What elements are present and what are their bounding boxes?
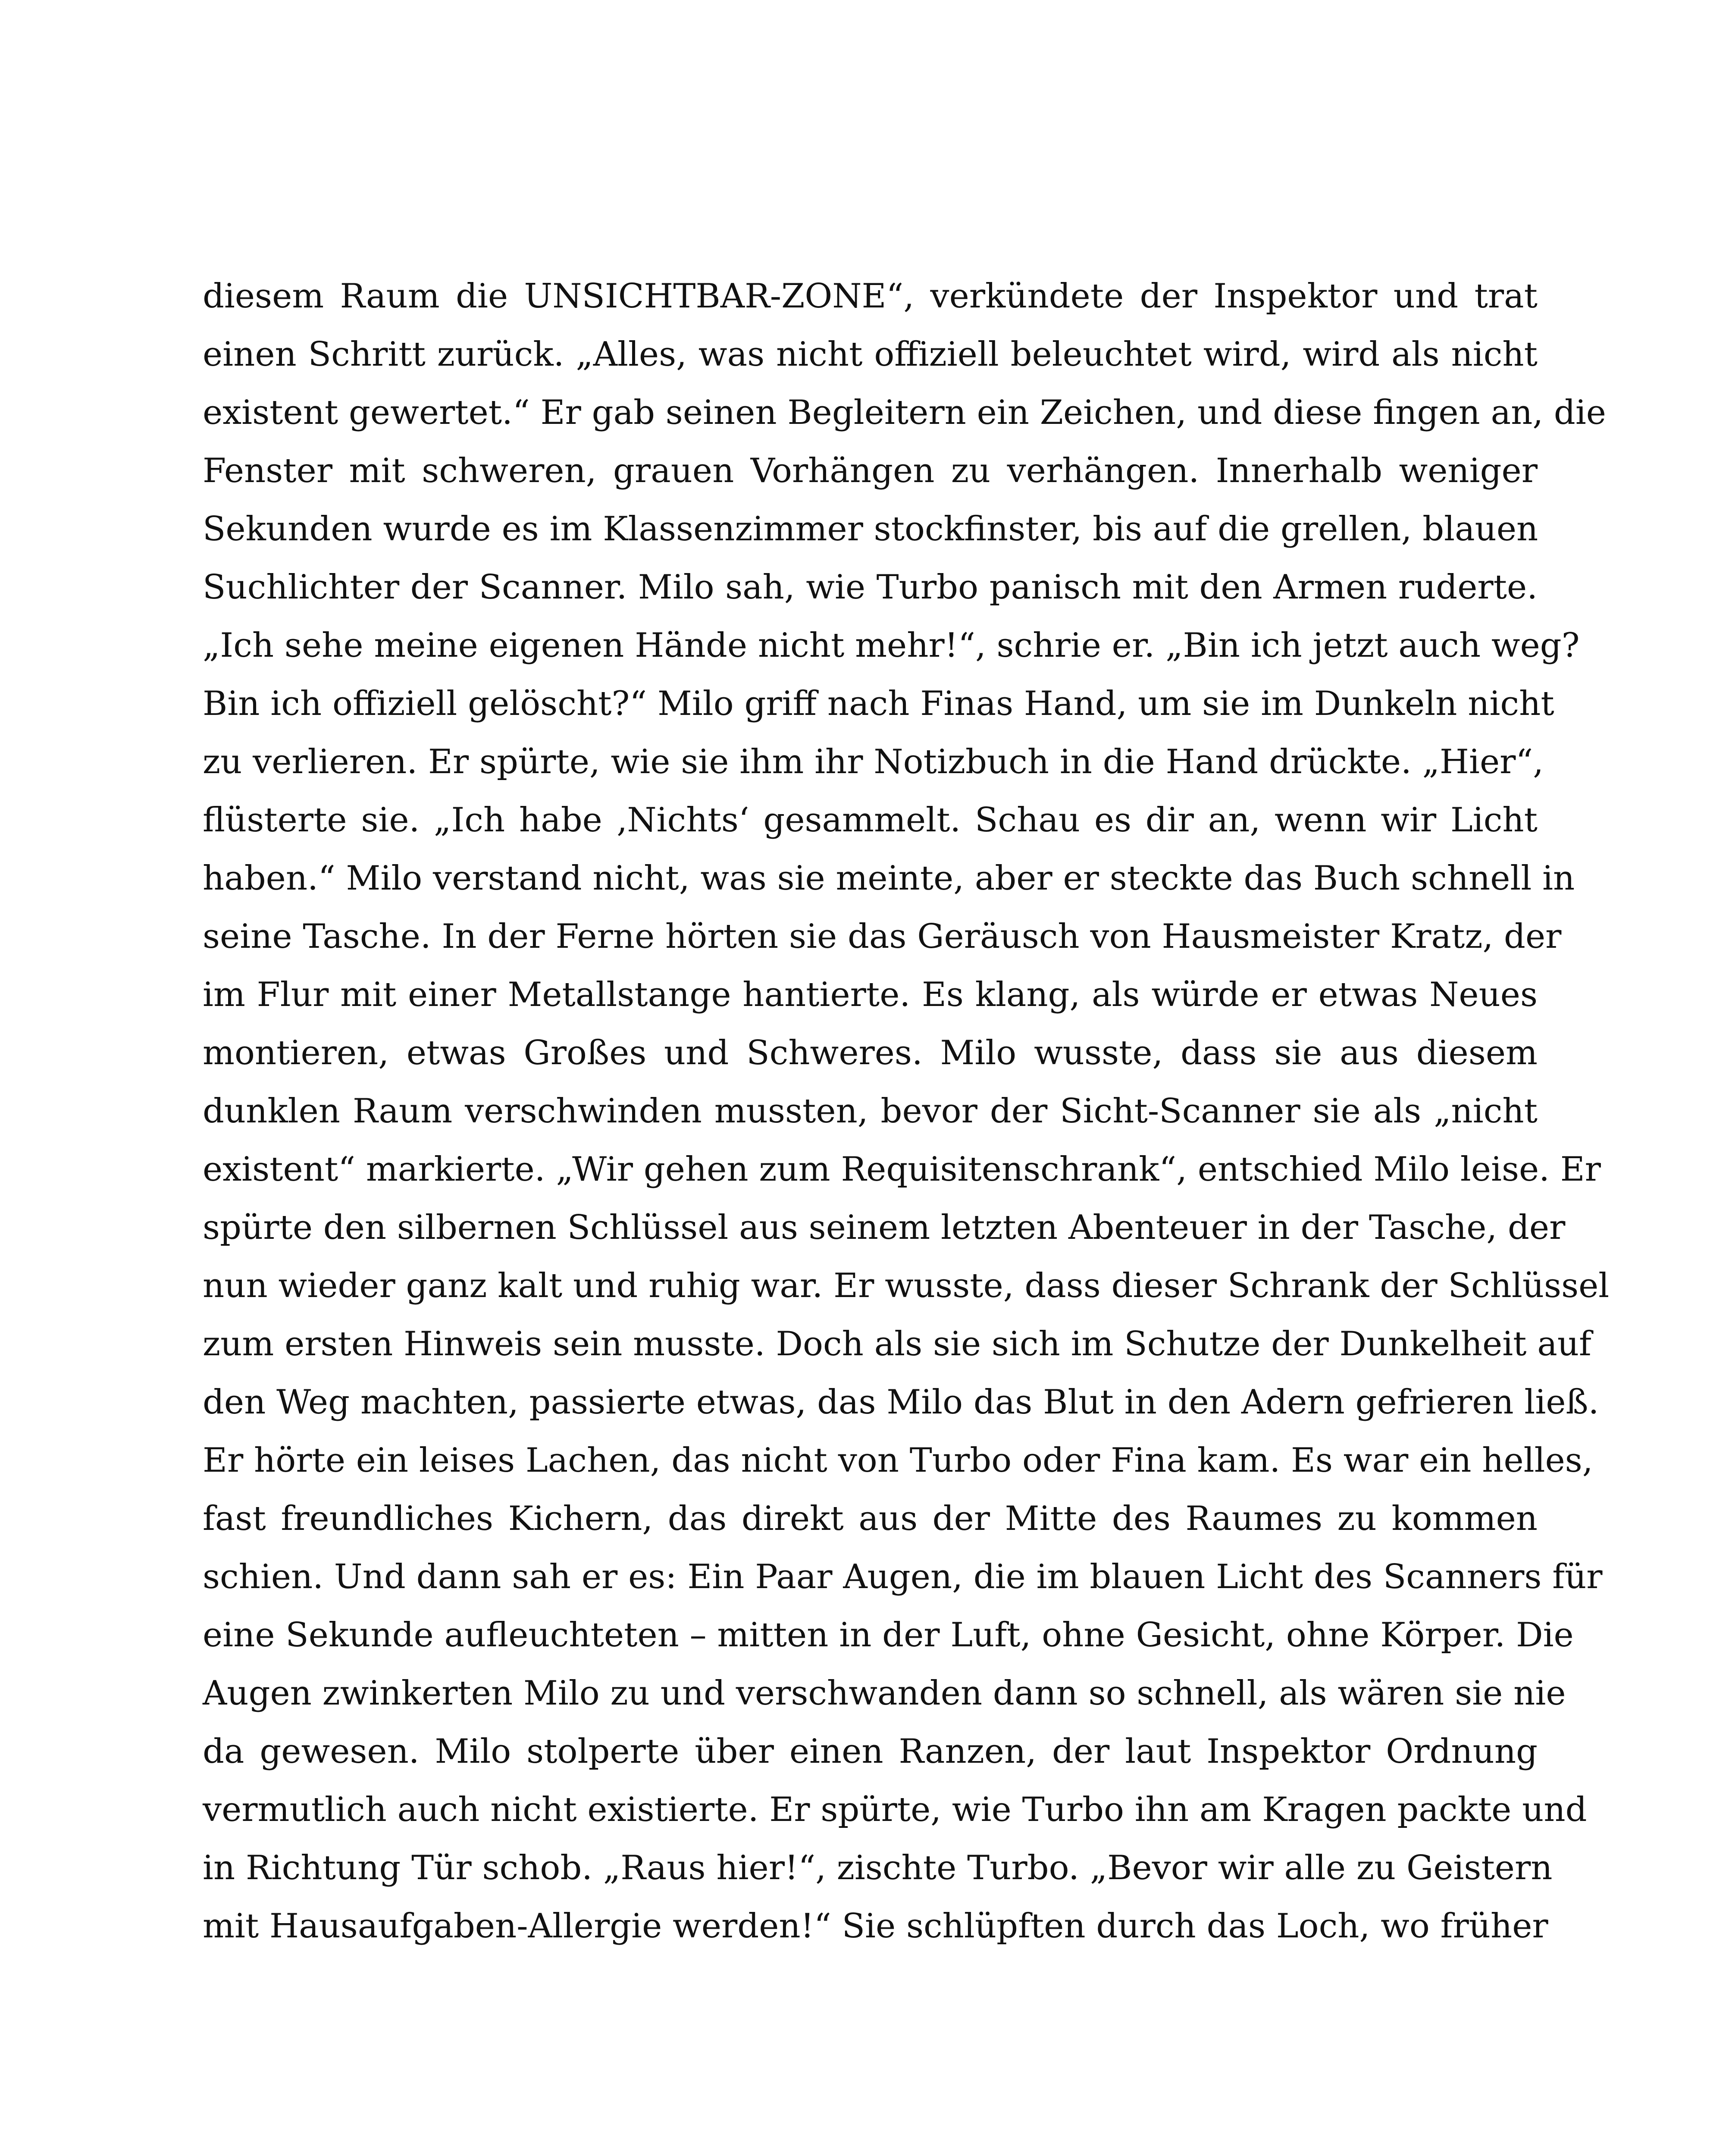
text-line: fast freundliches Kichern, das direkt aus der Mitte des Raumes zu kommen: [203, 1499, 1538, 1538]
text-line: mit Hausaufgaben-Allergie werden!“ Sie schlüpften durch das Loch, wo früher: [203, 1907, 1548, 1946]
text-line: existent gewertet.“ Er gab seinen Begleitern ein Zeichen, und diese fingen an, die: [203, 393, 1606, 432]
text-line: Sekunden wurde es im Klassenzimmer stockfinster, bis auf die grellen, blauen: [203, 510, 1538, 548]
text-line: einen Schritt zurück. „Alles, was nicht offiziell beleuchtet wird, wird als nicht: [203, 335, 1538, 374]
text-line: Suchlichter der Scanner. Milo sah, wie Turbo panisch mit den Armen ruderte.: [203, 568, 1538, 607]
text-line: zum ersten Hinweis sein musste. Doch als sie sich im Schutze der Dunkelheit auf: [203, 1325, 1591, 1363]
text-line: spürte den silbernen Schlüssel aus seinem letzten Abenteuer in der Tasche, der: [203, 1208, 1566, 1247]
text-line: Bin ich offiziell gelöscht?“ Milo griff nach Finas Hand, um sie im Dunkeln nicht: [203, 684, 1554, 723]
text-line: dunklen Raum verschwinden mussten, bevor der Sicht-Scanner sie als „nicht: [203, 1092, 1538, 1131]
text-line: da gewesen. Milo stolperte über einen Ranzen, der laut Inspektor Ordnung: [203, 1732, 1538, 1771]
text-line: den Weg machten, passierte etwas, das Milo das Blut in den Adern gefrieren ließ.: [203, 1383, 1599, 1422]
body-text: [203, 267, 1610, 1955]
text-line: montieren, etwas Großes und Schweres. Milo wusste, dass sie aus diesem: [203, 1034, 1538, 1072]
text-line: „Ich sehe meine eigenen Hände nicht mehr!“, schrie er. „Bin ich jetzt auch weg?: [203, 626, 1580, 665]
text-line: im Flur mit einer Metallstange hantierte. Es klang, als würde er etwas Neues: [203, 975, 1538, 1014]
text-line: haben.“ Milo verstand nicht, was sie meinte, aber er steckte das Buch schnell in: [203, 859, 1575, 898]
text-line: zu verlieren. Er spürte, wie sie ihm ihr Notizbuch in die Hand drückte. „Hier“,: [203, 743, 1544, 781]
text-line: diesem Raum die UNSICHTBAR-ZONE“, verkündete der Inspektor und trat: [203, 277, 1538, 316]
text-line: flüsterte sie. „Ich habe ‚Nichts‘ gesammelt. Schau es dir an, wenn wir Licht: [203, 801, 1538, 840]
text-line: eine Sekunde aufleuchteten – mitten in der Luft, ohne Gesicht, ohne Körper. Die: [203, 1616, 1574, 1655]
text-line: Augen zwinkerten Milo zu und verschwanden dann so schnell, als wären sie nie: [203, 1674, 1566, 1713]
text-line: seine Tasche. In der Ferne hörten sie das Geräusch von Hausmeister Kratz, der: [203, 917, 1562, 956]
text-line: vermutlich auch nicht existierte. Er spürte, wie Turbo ihn am Kragen packte und: [203, 1790, 1587, 1829]
text-line: schien. Und dann sah er es: Ein Paar Augen, die im blauen Licht des Scanners für: [203, 1557, 1603, 1596]
text-line: Er hörte ein leises Lachen, das nicht von Turbo oder Fina kam. Es war ein helles,: [203, 1441, 1593, 1480]
text-line: in Richtung Tür schob. „Raus hier!“, zischte Turbo. „Bevor wir alle zu Geistern: [203, 1849, 1553, 1887]
text-line: Fenster mit schweren, grauen Vorhängen zu verhängen. Innerhalb weniger: [203, 451, 1538, 490]
text-line: existent“ markierte. „Wir gehen zum Requisitenschrank“, entschied Milo leise. Er: [203, 1150, 1601, 1189]
text-line: nun wieder ganz kalt und ruhig war. Er wusste, dass dieser Schrank der Schlüssel: [203, 1266, 1610, 1305]
